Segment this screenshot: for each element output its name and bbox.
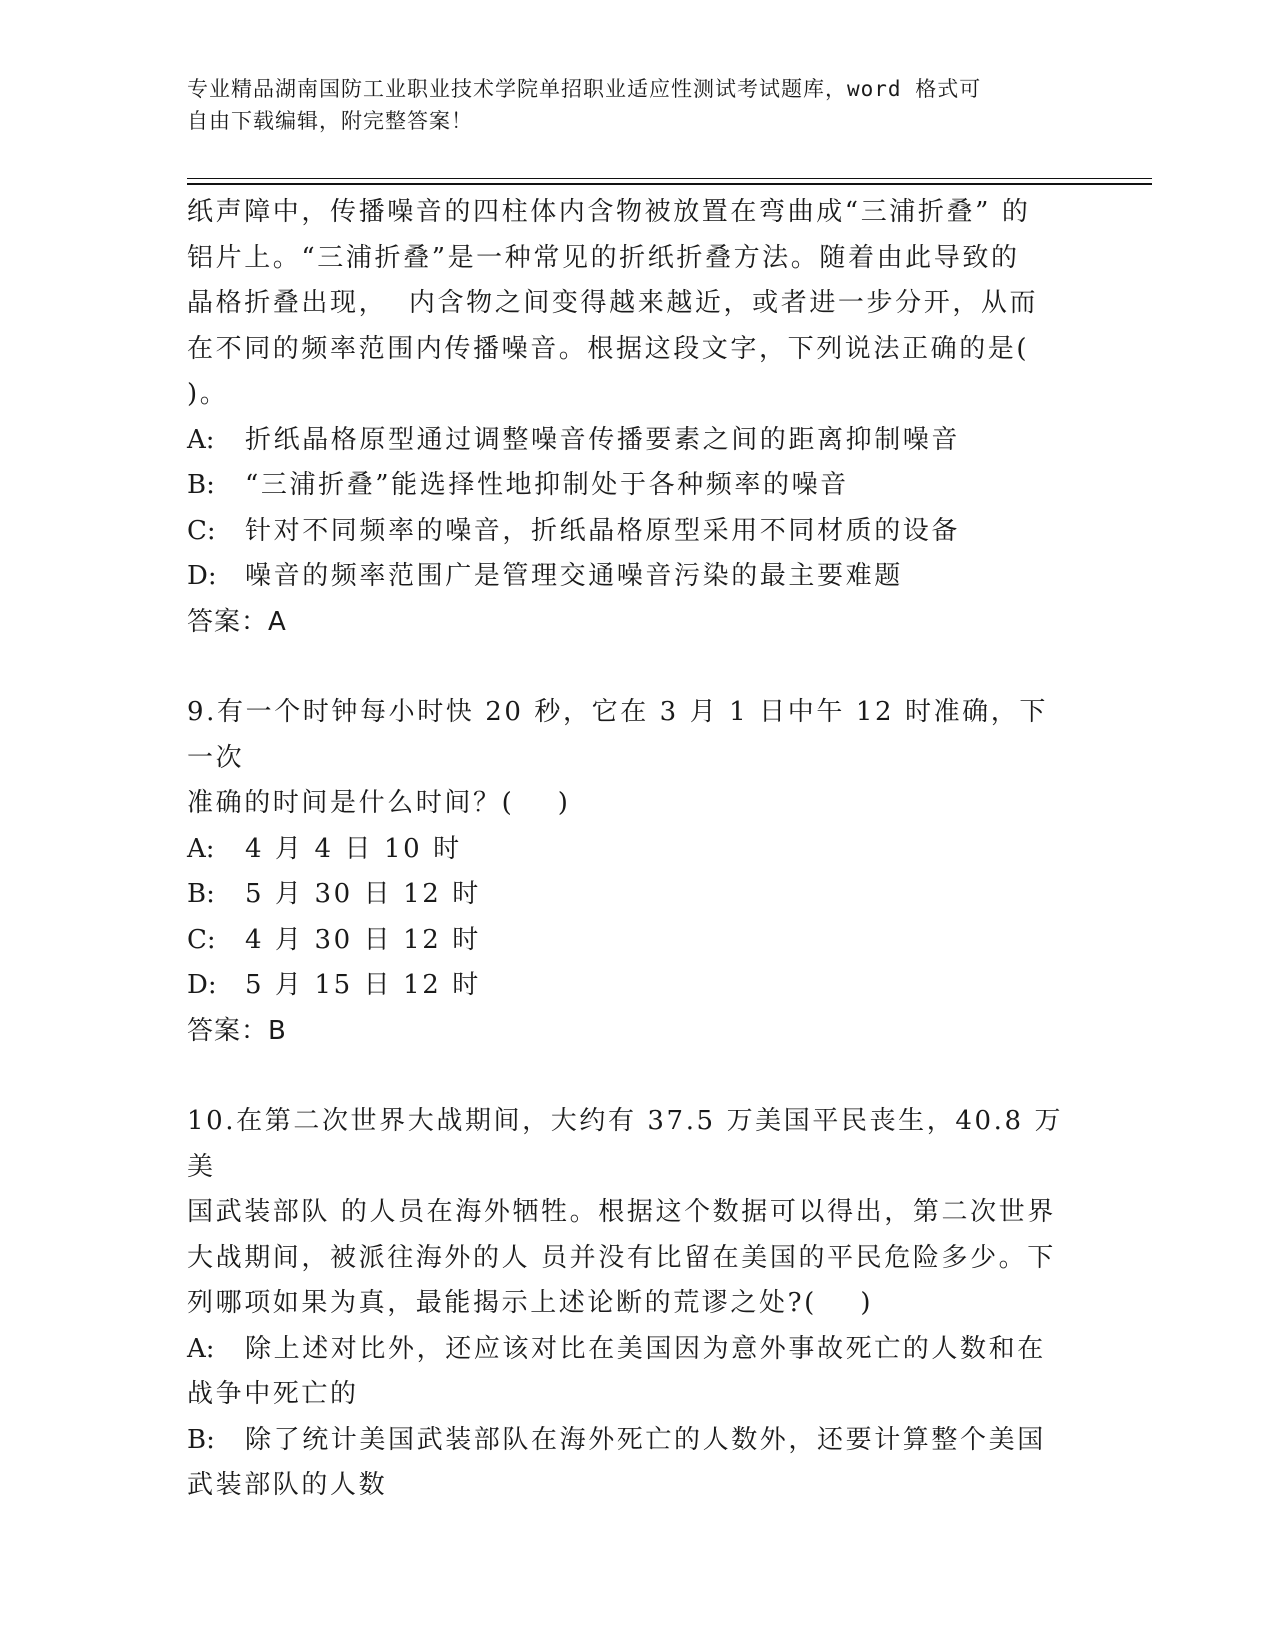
option-text: 折纸晶格原型通过调整噪音传播要素之间的距离抑制噪音 xyxy=(245,424,961,455)
option-a xyxy=(187,827,1067,873)
option-key: D: xyxy=(187,561,217,591)
option-text: 噪音的频率范围广是管理交通噪音污染的最主要难题 xyxy=(245,561,903,591)
question-stem-line: )。 xyxy=(187,379,229,409)
option-c xyxy=(187,509,1067,555)
option-a xyxy=(187,1327,1067,1373)
question-stem-line: 铝片上。“三浦折叠”是一种常见的折纸折叠方法。随着由此导致的 xyxy=(187,242,1020,273)
question-10 xyxy=(187,1099,1067,1509)
header-line-2: 自由下载编辑，附完整答案！ xyxy=(187,109,473,133)
question-8 xyxy=(187,190,1067,645)
option-key: A: xyxy=(187,833,215,864)
answer-line: 答案：A xyxy=(187,606,287,637)
option-b xyxy=(187,463,1067,509)
option-text: 除上述对比外，还应该对比在美国因为意外事故死亡的人数和在 xyxy=(245,1333,1046,1364)
header-rule-thin xyxy=(187,178,1152,179)
option-key: D: xyxy=(187,970,217,1000)
header-line-1: 专业精品湖南国防工业职业技术学院单招职业适应性测试考试题库，word 格式可 xyxy=(187,77,982,101)
question-9 xyxy=(187,690,1067,1054)
option-text: 5 月 30 日 12 时 xyxy=(245,879,481,909)
question-spacer xyxy=(187,645,1067,690)
document-header xyxy=(187,73,1067,137)
option-continuation: 战争中死亡的 xyxy=(187,1379,359,1409)
option-a xyxy=(187,418,1067,464)
option-b xyxy=(187,872,1067,918)
option-text: 4 月 4 日 10 时 xyxy=(245,833,462,864)
option-key: B: xyxy=(187,879,215,909)
answer-line: 答案：B xyxy=(187,1015,287,1046)
option-text: 5 月 15 日 12 时 xyxy=(245,970,481,1000)
question-stem-line: 列哪项如果为真，最能揭示上述论断的荒谬之处?( ) xyxy=(187,1288,874,1318)
option-key: A: xyxy=(187,1333,215,1364)
option-text: “三浦折叠”能选择性地抑制处于各种频率的噪音 xyxy=(245,470,849,500)
question-stem-line: 大战期间，被派往海外的人 员并没有比留在美国的平民危险多少。下 xyxy=(187,1242,1056,1273)
question-stem-line: 晶格折叠出现， 内含物之间变得越来越近，或者进一步分开，从而 xyxy=(187,288,1039,318)
option-continuation: 武装部队的人数 xyxy=(187,1470,388,1500)
option-key: C: xyxy=(187,515,216,546)
option-d xyxy=(187,963,1067,1009)
question-stem-line: 在不同的频率范围内传播噪音。根据这段文字，下列说法正确的是( xyxy=(187,333,1030,364)
question-stem-line: 纸声障中，传播噪音的四柱体内含物被放置在弯曲成“三浦折叠” 的 xyxy=(187,197,1031,227)
question-stem-line: 10.在第二次世界大战期间，大约有 37.5 万美国平民丧生，40.8 万美 xyxy=(187,1106,1064,1182)
option-text: 除了统计美国武装部队在海外死亡的人数外，还要计算整个美国 xyxy=(245,1424,1046,1455)
option-d xyxy=(187,554,1067,600)
option-key: B: xyxy=(187,470,215,500)
option-c xyxy=(187,918,1067,964)
option-key: C: xyxy=(187,924,216,955)
document-body xyxy=(187,190,1067,1509)
option-b xyxy=(187,1418,1067,1464)
header-rule-thick xyxy=(187,183,1152,185)
question-spacer xyxy=(187,1054,1067,1099)
question-stem-line: 9.有一个时钟每小时快 20 秒，它在 3 月 1 日中午 12 时准确，下一次 xyxy=(187,697,1048,773)
question-stem-line: 准确的时间是什么时间？( ) xyxy=(187,788,571,818)
question-stem-line: 国武装部队 的人员在海外牺牲。根据这个数据可以得出，第二次世界 xyxy=(187,1197,1056,1227)
option-key: B: xyxy=(187,1424,215,1455)
option-key: A: xyxy=(187,424,215,455)
option-text: 针对不同频率的噪音，折纸晶格原型采用不同材质的设备 xyxy=(245,515,961,546)
option-text: 4 月 30 日 12 时 xyxy=(245,924,481,955)
